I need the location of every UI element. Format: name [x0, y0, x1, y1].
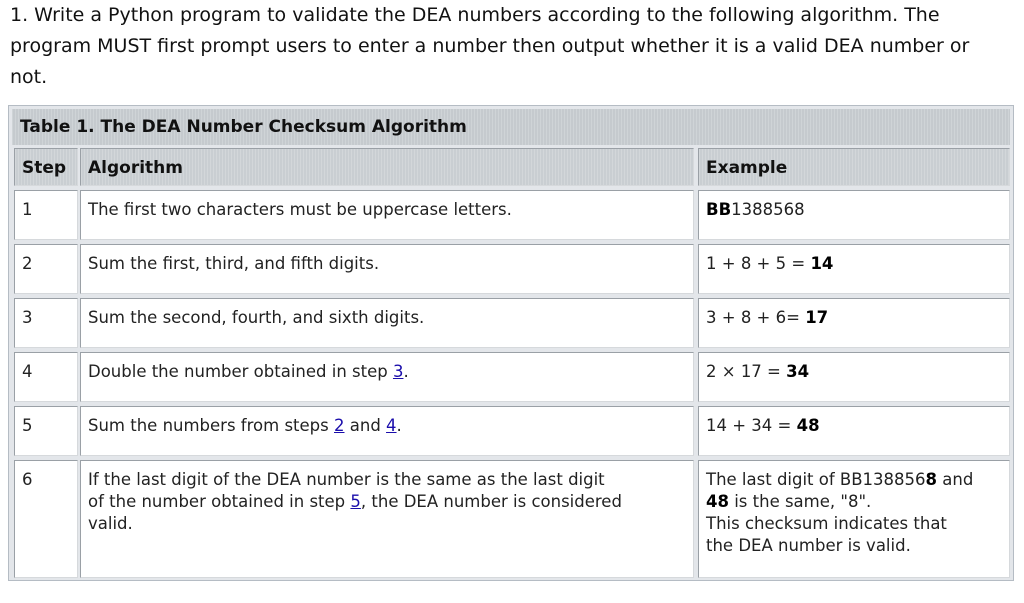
table-row-1-algorithm: The first two characters must be uppercase letters. — [80, 190, 694, 240]
step-2-link[interactable]: 2 — [334, 416, 345, 435]
example-expression: 3 + 8 + 6= — [706, 308, 806, 327]
algorithm-text: Double the number obtained in step — [88, 362, 393, 381]
dea-algorithm-table — [8, 105, 1014, 581]
step-4-link[interactable]: 4 — [386, 416, 397, 435]
table-row-4-example — [698, 352, 1010, 402]
question-text — [10, 0, 1010, 93]
table-row-6-step: 6 — [14, 460, 78, 578]
table-row-5-example — [698, 406, 1010, 456]
example-line-4: the DEA number is valid. — [706, 536, 911, 555]
table-row-1-example — [698, 190, 1010, 240]
step-3-link[interactable]: 3 — [392, 362, 404, 381]
example-expression: 2 × 17 = — [706, 362, 787, 381]
table-caption: Table 1. The DEA Number Checksum Algorithm — [12, 109, 1010, 145]
table-row-2-step: 2 — [14, 244, 78, 294]
algorithm-line-2-text: of the number obtained in step — [88, 492, 351, 511]
table-row-3-example — [698, 298, 1010, 348]
example-expression: 1 + 8 + 5 = — [706, 254, 811, 273]
algorithm-line-2 — [88, 491, 693, 513]
algorithm-line-1: If the last digit of the DEA number is the same as the last digit — [88, 470, 605, 489]
table-row-2-algorithm: Sum the first, third, and fifth digits. — [80, 244, 694, 294]
table-row-2-example — [698, 244, 1010, 294]
example-line-2-bold: 48 — [706, 492, 729, 511]
algorithm-text-mid: and — [344, 416, 387, 435]
example-bold-letters: BB — [706, 200, 732, 219]
table-row-3-algorithm: Sum the second, fourth, and sixth digits. — [80, 298, 694, 348]
table-row-6-algorithm — [80, 460, 694, 578]
example-expression: 14 + 34 = — [706, 416, 797, 435]
algorithm-line-2-end: , the DEA number is considered — [360, 492, 622, 511]
step-5-link[interactable]: 5 — [350, 492, 361, 511]
algorithm-text: Sum the numbers from steps — [88, 416, 334, 435]
table-row-4-algorithm — [80, 352, 694, 402]
example-line-1-text: The last digit of BB138856 — [706, 470, 926, 489]
table-row-3-step: 3 — [14, 298, 78, 348]
example-line-1-bold: 8 — [925, 470, 938, 489]
example-line-1-end: and — [937, 470, 974, 489]
example-line-2-text: is the same, "8". — [728, 492, 872, 511]
question-line-3: not. — [10, 66, 48, 88]
question-line-1: 1. Write a Python program to validate the DEA numbers according to the following algorithm. The — [10, 4, 940, 26]
table-row-6-example — [698, 460, 1010, 578]
example-line-1 — [706, 469, 1009, 491]
example-result: 34 — [786, 362, 810, 381]
example-result: 17 — [805, 308, 829, 327]
question-line-2: program MUST first prompt users to enter a number then output whether it is a valid DEA number or — [10, 35, 970, 57]
algorithm-text-end: . — [396, 416, 402, 435]
example-result: 48 — [796, 416, 820, 435]
header-example: Example — [698, 148, 1010, 186]
table-row-5-algorithm — [80, 406, 694, 456]
example-result: 14 — [810, 254, 834, 273]
algorithm-line-3: valid. — [88, 514, 133, 533]
example-line-3: This checksum indicates that — [706, 514, 947, 533]
table-row-4-step: 4 — [14, 352, 78, 402]
header-step: Step — [14, 148, 78, 186]
header-algorithm: Algorithm — [80, 148, 694, 186]
example-line-2 — [706, 491, 1009, 513]
table-row-1-step: 1 — [14, 190, 78, 240]
example-digits: 1388568 — [731, 200, 805, 219]
algorithm-text-end: . — [403, 362, 409, 381]
table-row-5-step: 5 — [14, 406, 78, 456]
